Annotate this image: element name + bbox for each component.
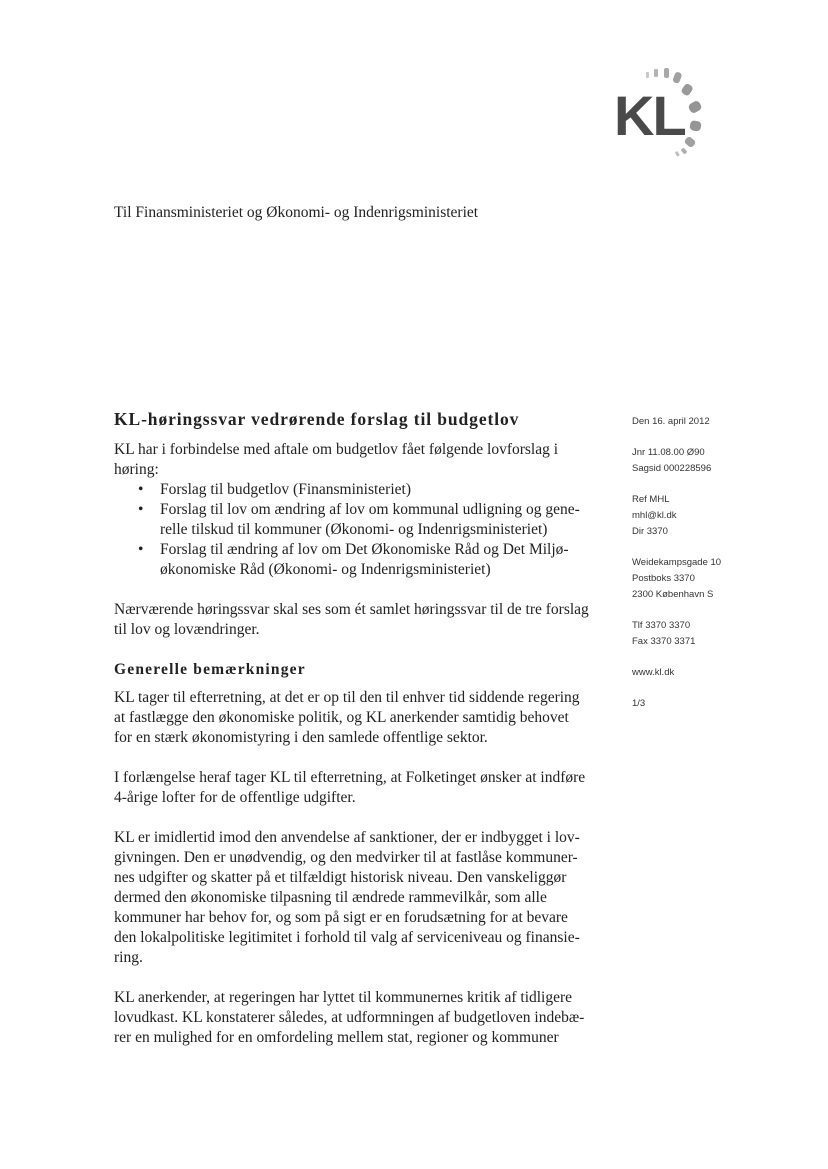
list-item xyxy=(160,500,604,540)
fax: Fax 3370 3371 xyxy=(632,636,696,647)
paragraph-5 xyxy=(114,988,604,1048)
letter-meta-sidebar xyxy=(632,414,812,712)
text-line: høring: xyxy=(114,461,159,478)
address-line: Postboks 3370 xyxy=(632,573,695,584)
text-line: ring. xyxy=(114,949,143,966)
text-line: økonomiske Råd (Økonomi- og Indenrigsministeriet) xyxy=(160,561,491,578)
text-line: KL tager til efterretning, at det er op til den til enhver tid siddende regering xyxy=(114,689,580,706)
text-line: til lov og lovændringer. xyxy=(114,621,260,638)
letter-body xyxy=(114,408,604,1068)
phone: Tlf 3370 3370 xyxy=(632,620,691,631)
section-heading: Generelle bemærkninger xyxy=(114,661,306,678)
text-line: KL har i forbindelse med aftale om budgetlov fået følgende lovforslag i xyxy=(114,441,559,458)
intro-paragraph xyxy=(114,440,604,480)
proposal-list xyxy=(114,480,604,580)
text-line: lovudkast. KL konstaterer således, at udformningen af budgetloven indebæ- xyxy=(114,1009,585,1026)
direct-phone: Dir 3370 xyxy=(632,526,668,537)
text-line: nes udgifter og skatter på et tilfældigt historisk niveau. Den vanskeliggør xyxy=(114,869,567,886)
paragraph-2 xyxy=(114,688,604,748)
text-line: KL anerkender, at regeringen har lyttet til kommunernes kritik af tidligere xyxy=(114,989,573,1006)
text-line: Forslag til budgetlov (Finansministeriet) xyxy=(160,481,411,498)
text-line: I forlængelse heraf tager KL til efterretning, at Folketinget ønsker at indføre xyxy=(114,769,586,786)
kl-logo-text: KL xyxy=(614,84,685,147)
paragraph-3 xyxy=(114,768,604,808)
text-line: kommuner har behov for, og som på sigt er en forudsætning for at bevare xyxy=(114,909,568,926)
website: www.kl.dk xyxy=(632,667,675,678)
letter-date: Den 16. april 2012 xyxy=(632,416,710,427)
text-line: 4-årige lofter for de offentlige udgifter. xyxy=(114,789,356,806)
text-line: relle tilskud til kommuner (Økonomi- og Indenrigsministeriet) xyxy=(160,521,548,538)
text-line: at fastlægge den økonomiske politik, og KL anerkender samtidig behovet xyxy=(114,709,569,726)
paragraph-4 xyxy=(114,828,604,968)
address-line: Weidekampsgade 10 xyxy=(632,557,722,568)
text-line: for en stærk økonomistyring i den samlede offentlige sektor. xyxy=(114,729,488,746)
text-line: Forslag til ændring af lov om Det Økonomiske Råd og Det Miljø- xyxy=(160,541,569,558)
text-line: den lokalpolitiske legitimitet i forhold til valg af serviceniveau og finansie- xyxy=(114,929,580,946)
text-line: Nærværende høringssvar skal ses som ét samlet høringssvar til de tre forslag xyxy=(114,601,589,618)
text-line: rer en mulighed for en omfordeling mellem stat, regioner og kommuner xyxy=(114,1029,559,1046)
case-id: Sagsid 000228596 xyxy=(632,463,712,474)
text-line: Forslag til lov om ændring af lov om kommunal udligning og gene- xyxy=(160,501,580,518)
letter-title: KL-høringssvar vedrørende forslag til budgetlov xyxy=(114,409,520,429)
paragraph-1 xyxy=(114,600,604,640)
page-number: 1/3 xyxy=(632,698,646,709)
journal-number: Jnr 11.08.00 Ø90 xyxy=(632,447,705,458)
text-line: KL er imidlertid imod den anvendelse af sanktioner, der er indbygget i lov- xyxy=(114,829,580,846)
text-line: givningen. Den er unødvendig, og den medvirker til at fastlåse kommuner- xyxy=(114,849,578,866)
text-line: dermed den økonomiske tilpasning til ændrede rammevilkår, som alle xyxy=(114,889,547,906)
email: mhl@kl.dk xyxy=(632,510,677,521)
reference: Ref MHL xyxy=(632,494,670,505)
list-item xyxy=(160,480,604,500)
recipient-line: Til Finansministeriet og Økonomi- og Indenrigsministeriet xyxy=(114,204,479,221)
address-line: 2300 København S xyxy=(632,589,714,600)
list-item xyxy=(160,540,604,580)
